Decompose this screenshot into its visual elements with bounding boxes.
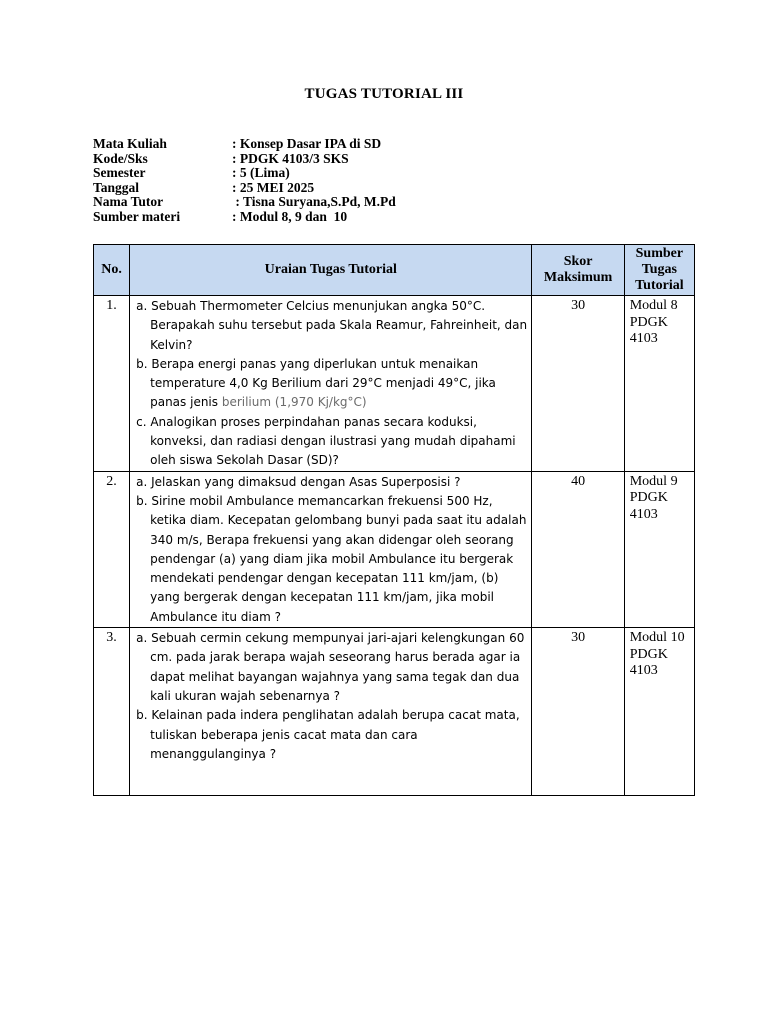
task-item: a. Sebuah cermin cekung mempunyai jari-ajari kelengkungan 60 cm. pada jarak berapa wajah seseorang harus berada agar ia dapat melihat bayangan wajahnya yang sama tegak dan dua kali ukuran wajah sebenarnya ?	[136, 631, 525, 703]
row-number: 3.	[94, 628, 130, 796]
meta-label: Nama Tutor	[93, 194, 164, 210]
header-description: Uraian Tugas Tutorial	[130, 245, 532, 296]
meta-row-source	[93, 210, 396, 225]
task-item: b. Sirine mobil Ambulance memancarkan frekuensi 500 Hz, ketika diam. Kecepatan gelombang bunyi pada saat itu adalah 340 m/s, Berapa frekuensi yang akan didengar oleh seorang pendengar (a) yang diam jika mobil Ambulance itu bergerak mendekati pendengar dengan kecepatan 111 km/jam, (b) yang bergerak dengan kecepatan 111 km/jam, jika mobil Ambulance itu diam ?	[136, 493, 527, 624]
max-score: 30	[532, 628, 624, 796]
table-row	[94, 628, 695, 796]
max-score: 40	[532, 471, 624, 627]
meta-value: : 5 (Lima)	[232, 165, 290, 181]
task-description	[130, 296, 532, 472]
meta-value: : Tisna Suryana,S.Pd, M.Pd	[232, 194, 396, 210]
row-number: 1.	[94, 296, 130, 472]
task-item-highlight: berilium (1,970 Kj/kg°C)	[221, 395, 367, 410]
task-item	[136, 355, 527, 413]
source-module: Modul 9 PDGK 4103	[624, 471, 694, 627]
meta-value: : Modul 8, 9 dan 10	[232, 208, 348, 224]
meta-value: : PDGK 4103/3 SKS	[232, 150, 349, 166]
meta-row-tutor	[93, 195, 396, 210]
task-description	[130, 471, 532, 627]
source-module: Modul 8 PDGK 4103	[624, 296, 694, 472]
meta-row-semester	[93, 166, 396, 181]
meta-label: Sumber materi	[93, 208, 181, 224]
header-no: No.	[94, 245, 130, 296]
task-item: c. Analogikan proses perpindahan panas secara koduksi, konveksi, dan radiasi dengan ilustrasi yang mudah dipahami oleh siswa Sekolah Dasar (SD)?	[136, 414, 516, 468]
header-max-score: Skor Maksimum	[532, 245, 624, 296]
meta-value: : Konsep Dasar IPA di SD	[232, 136, 382, 151]
document-title: TUGAS TUTORIAL III	[304, 86, 464, 102]
meta-label: Kode/Sks	[93, 150, 148, 166]
source-module: Modul 10 PDGK 4103	[624, 628, 694, 796]
row-number: 2.	[94, 471, 130, 627]
meta-row-code	[93, 152, 396, 167]
meta-label: Tanggal	[93, 179, 140, 195]
meta-value: : 25 MEI 2025	[232, 179, 315, 195]
task-item: a. Jelaskan yang dimaksud dengan Asas Superposisi ?	[136, 474, 461, 489]
tutorial-task-table	[93, 244, 695, 796]
max-score: 30	[532, 296, 624, 472]
task-item-text: b. Berapa energi panas yang diperlukan untuk menaikan temperature 4,0 Kg Berilium dari 29°C menjadi 49°C, jika panas jenis	[136, 356, 496, 410]
meta-row-course	[93, 137, 396, 152]
task-item: b. Kelainan pada indera penglihatan adalah berupa cacat mata, tuliskan beberapa jenis cacat mata dan cara menanggulanginya ?	[136, 708, 520, 761]
meta-label: Mata Kuliah	[93, 136, 167, 151]
course-info	[93, 137, 396, 225]
task-description	[130, 628, 532, 796]
header-source: Sumber Tugas Tutorial	[624, 245, 694, 296]
table-row	[94, 471, 695, 627]
meta-row-date	[93, 181, 396, 196]
task-item: a. Sebuah Thermometer Celcius menunjukan angka 50°C. Berapakah suhu tersebut pada Skala Reamur, Fahreinheit, dan Kelvin?	[136, 299, 528, 352]
meta-label: Semester	[93, 165, 146, 181]
table-row	[94, 296, 695, 472]
table-header-row	[94, 245, 695, 296]
